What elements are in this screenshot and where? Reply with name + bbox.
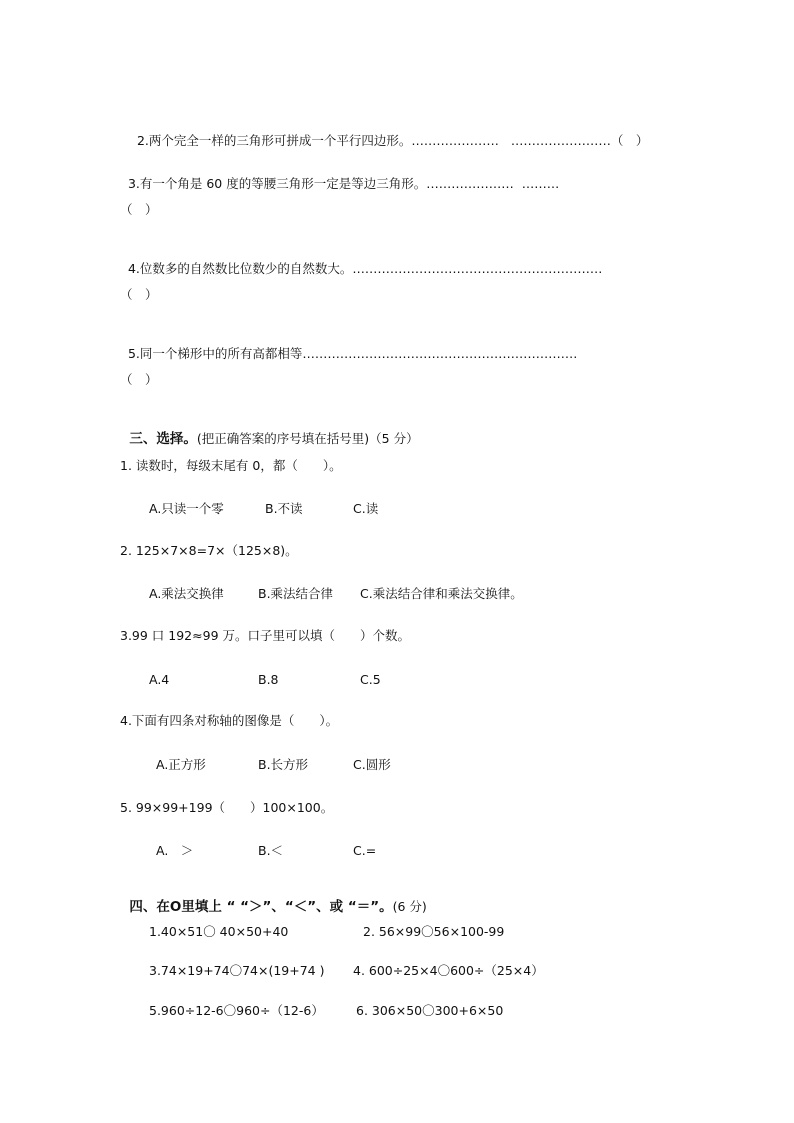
section4-heading <box>120 883 427 915</box>
section3-heading <box>120 415 419 447</box>
choice-q3-option-a[interactable]: A.4 <box>149 672 170 687</box>
choice-q1-stem: 1. 读数时，每级末尾有 0，都（ ）。 <box>120 458 342 473</box>
choice-q1-option-a[interactable]: A.只读一个零 <box>149 501 224 516</box>
choice-q2-option-c[interactable]: C.乘法结合律和乘法交换律。 <box>360 586 523 601</box>
section3-title: 三、选择。 <box>129 431 197 447</box>
judge-q5-blank[interactable]: （ ） <box>120 372 158 387</box>
judge-q5-dots: ………………………………………………………… <box>302 346 578 361</box>
choice-q2-option-b[interactable]: B.乘法结合律 <box>258 586 334 601</box>
judge-q3-dots2: ……… <box>521 176 560 191</box>
choice-q2-stem: 2. 125×7×8=7×（125×8)。 <box>120 543 298 558</box>
judge-q2-blank[interactable]: （ ） <box>610 133 649 148</box>
choice-q5-option-a[interactable]: A. ＞ <box>156 843 194 858</box>
choice-q5-stem: 5. 99×99+199（ ）100×100。 <box>120 800 334 815</box>
choice-q4-option-c[interactable]: C.圆形 <box>353 757 391 772</box>
judge-q2 <box>129 117 648 149</box>
section4-score: (6 分) <box>392 899 427 914</box>
choice-q2-option-a[interactable]: A.乘法交换律 <box>149 586 224 601</box>
compare-item-4[interactable]: 4. 600÷25×4〇600÷（25×4） <box>353 963 544 978</box>
choice-q3-option-c[interactable]: C.5 <box>360 672 381 687</box>
choice-q3-stem: 3.99 口 192≈99 万。口子里可以填（ ）个数。 <box>120 628 410 643</box>
judge-q2-dots1: ………………… <box>411 133 499 148</box>
judge-q3 <box>120 160 559 192</box>
judge-q4 <box>120 245 602 277</box>
judge-q5-text: 5.同一个梯形中的所有高都相等 <box>127 346 303 361</box>
section4-title: 四、在O里填上 “ “＞”、“＜”、或 “＝”。 <box>129 899 393 915</box>
judge-q5 <box>120 330 577 362</box>
choice-q3-option-b[interactable]: B.8 <box>258 672 279 687</box>
judge-q4-text: 4.位数多的自然数比位数少的自然数大。 <box>127 261 353 276</box>
judge-q4-blank[interactable]: （ ） <box>120 287 158 302</box>
judge-q4-dots: …………………………………………………… <box>352 261 603 276</box>
judge-q3-dots1: ………………… <box>426 176 514 191</box>
compare-item-2[interactable]: 2. 56×99〇56×100-99 <box>363 924 505 939</box>
choice-q1-option-c[interactable]: C.读 <box>353 501 379 516</box>
compare-item-5[interactable]: 5.960÷12-6〇960÷（12-6） <box>149 1003 324 1018</box>
judge-q3-text: 3.有一个角是 60 度的等腰三角形一定是等边三角形。 <box>127 176 427 191</box>
compare-item-3[interactable]: 3.74×19+74〇74×(19+74 ) <box>149 963 325 978</box>
choice-q5-option-b[interactable]: B.＜ <box>258 843 284 858</box>
choice-q4-option-b[interactable]: B.长方形 <box>258 757 309 772</box>
compare-item-1[interactable]: 1.40×51〇 40×50+40 <box>149 924 289 939</box>
judge-q2-text: 2.两个完全一样的三角形可拼成一个平行四边形。 <box>136 133 412 148</box>
choice-q4-stem: 4.下面有四条对称轴的图像是（ ）。 <box>120 713 339 728</box>
choice-q1-option-b[interactable]: B.不读 <box>265 501 303 516</box>
section3-subtitle: (把正确答案的序号填在括号里)（5 分） <box>196 431 419 446</box>
choice-q5-option-c[interactable]: C.= <box>353 843 377 858</box>
compare-item-6[interactable]: 6. 306×50〇300+6×50 <box>356 1003 504 1018</box>
judge-q3-blank[interactable]: （ ） <box>120 202 158 217</box>
judge-q2-dots2: …………………… <box>510 133 611 148</box>
choice-q4-option-a[interactable]: A.正方形 <box>156 757 206 772</box>
